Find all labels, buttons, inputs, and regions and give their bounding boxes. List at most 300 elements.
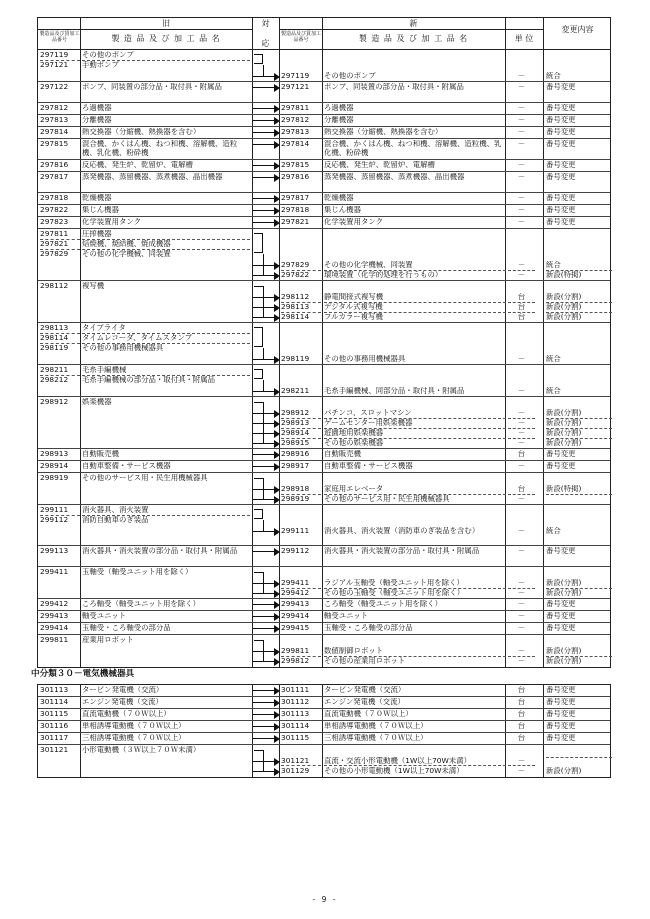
new-code: 298919 [281,495,310,503]
new-item-name: その他の小形電動機（1W以上70W未満） [324,766,464,775]
new-item-name: 反応機、発生炉、乾留炉、電解槽 [324,161,435,169]
header-old-code: 製造品及び賃加工品番号 [39,31,80,43]
correspondence-arrow-icon [253,195,280,203]
unit: － [517,161,526,169]
new-code: 298916 [281,450,310,458]
correspondence-arrow-icon [253,410,280,418]
split-bracket [263,520,264,531]
header-change: 変更内容 [561,25,594,34]
unit: 台 [517,733,526,742]
old-item-name: タービン発電機（交流） [82,685,164,694]
new-item-name: 環境装置（化学的処理を行うもの） [324,271,443,279]
new-item-name: ころ軸受（軸受ユニット用を除く） [324,600,442,608]
correspondence-arrow-icon [253,687,280,695]
header-new-code: 製造品及び賃加工品番号 [280,31,321,43]
change-type: 番号変更 [546,709,576,718]
change-type: 新設(分割) [546,589,582,597]
new-item-name: その他のサービス用・民生用機械器具 [324,495,450,503]
change-type: 番号変更 [546,206,576,214]
old-item-name: 集じん機器 [82,206,119,214]
new-item-name: 蒸発機器、蒸留機器、蒸煮機器、晶出機器 [324,173,465,181]
table-section-machinery [37,50,611,668]
new-code: 297829 [281,261,321,271]
old-item-name: ころ軸受（軸受ユニット用を除く） [82,600,200,608]
change-type: 新設(分割) [546,293,612,303]
new-item-name: ポンプ、同装置の部分品・取付具・附属品 [324,83,464,91]
unit: － [517,766,526,775]
old-code: 297813 [40,116,69,124]
old-item-name: 軸受ユニット [82,612,127,620]
old-code: 297823 [40,218,69,226]
old-item-name: 複写機 [82,282,105,290]
split-bracket [263,348,264,359]
change-type: 新設(分割) [546,419,612,429]
change-type: 新設(特掲) [546,485,612,495]
new-code: 299412 [281,589,310,597]
mid-category-heading: 中分類３０－電気機械器具 [31,669,135,679]
correspondence-arrow-icon [253,613,280,621]
unit: － [517,589,526,597]
change-type: 新設(分割) [546,579,612,589]
split-stub [254,750,263,751]
table-row [38,281,610,323]
new-code: 297811 [281,104,310,112]
split-bracket [263,572,264,593]
correspondence-arrow-icon [253,294,280,302]
unit: － [517,624,526,632]
table-row [38,323,610,365]
old-item-name: その他の化学機械、同装置 [82,250,171,258]
new-code: 298112 [281,293,321,303]
old-code: 299113 [40,547,69,555]
old-code: 297822 [40,206,69,214]
unit: － [517,600,526,608]
old-code: 298912 [40,398,69,406]
change-type: 統合 [546,387,561,395]
new-item-name: パチンコ、スロットマシン [324,409,506,419]
old-code: 298112 [40,282,69,290]
change-type: 番号変更 [546,140,576,148]
new-item-name: 家庭用エレベータ [324,485,506,495]
correspondence-arrow-icon [253,486,280,494]
new-code: 301115 [281,733,310,742]
change-type: 新設(分割) [546,647,612,657]
old-item-name: タイプライタ [82,324,250,334]
new-item-name: 混合機、かくはん機、ねつ和機、溶解機、造粒機、乳化機、粉砕機 [324,140,502,157]
change-type: 統合 [546,527,561,535]
table-row [38,139,610,160]
unit: － [517,527,526,535]
table-row [38,229,610,281]
new-code: 298114 [281,313,310,321]
correspondence-arrow-icon [253,73,280,81]
correspondence-arrow-icon [253,590,280,598]
change-type: 番号変更 [546,612,576,620]
change-type: 番号変更 [546,83,576,91]
comparison-table [31,17,611,778]
new-code: 298119 [281,355,310,363]
new-item-name: 自動車整備・サービス機器 [324,462,413,470]
split-bracket [263,254,264,275]
old-item-name: 反応機、発生炉、乾留炉、電解槽 [82,161,193,169]
table-row [38,546,610,567]
correspondence-arrow-icon [253,699,280,707]
old-code: 301117 [40,733,69,742]
unit: 台 [508,485,535,495]
change-type: 新設(分割) [546,409,612,419]
new-code: 297814 [281,140,310,148]
new-item-name: 熱交換器（分縮機、熱換器を含む） [324,128,443,136]
new-item-name: フルカラー複写機 [324,313,383,321]
change-type: 新設(分割) [546,429,612,439]
new-code: 297816 [281,173,310,181]
table-row [38,127,610,139]
correspondence-arrow-icon [253,580,280,588]
unit: － [508,419,535,429]
correspondence-arrow-icon [253,625,280,633]
merge-bracket [254,54,263,64]
table-row [38,685,610,697]
unit: － [508,579,535,589]
correspondence-arrow-icon [253,723,280,731]
table-row [38,449,610,461]
old-item-name: タイムレコーダ、タイムスタンプ [82,334,250,344]
old-code: 298113 [40,324,80,334]
unit: － [517,173,526,181]
new-item-name: 遊園地用娯楽機器 [324,429,506,439]
change-type: 番号変更 [546,128,576,136]
old-code: 301121 [40,745,69,754]
change-type: 番号変更 [546,600,576,608]
new-item-name: 静電間接式複写機 [324,293,506,303]
correspondence-arrow-icon [253,440,280,448]
change-type: 番号変更 [546,194,576,202]
table-row [38,217,610,229]
unit: 台 [517,709,526,718]
new-item-name: エンジン発電機（交流） [324,697,405,706]
old-item-name: 消防自動車のぎ装品 [82,516,149,524]
change-type: 番号変更 [546,173,576,181]
correspondence-arrow-icon [253,768,280,776]
correspondence-arrow-icon [253,711,280,719]
old-code: 298119 [40,344,69,352]
old-item-name: 自動販売機 [82,450,119,458]
change-type: 統合 [546,355,561,363]
new-code: 298917 [281,462,310,470]
unit: － [517,355,526,363]
unit: － [517,72,526,80]
change-type: 新設(分割) [546,657,582,665]
old-code: 299411 [40,568,69,576]
new-code: 297817 [281,194,310,202]
old-item-name: 玉軸受（軸受ユニット用を除く） [82,568,193,576]
new-item-name: 直流・交流小形電動機（1W以上70W未満） [324,757,506,767]
new-code: 297121 [281,83,310,91]
change-type: 新設(特掲) [546,271,582,279]
old-item-name: 熱交換器（分縮機、熱換器を含む） [82,128,201,136]
old-code: 297817 [40,173,69,181]
new-code: 298915 [281,439,310,447]
new-code: 301121 [281,757,321,767]
correspondence-arrow-icon [253,420,280,428]
correspondence-arrow-icon [253,219,280,227]
old-code: 297811 [40,230,80,240]
unit: － [517,194,526,202]
table-row [38,567,610,599]
table-section-electrical [37,684,611,778]
new-code: 301129 [281,766,310,775]
table-row [38,103,610,115]
change-type: 統合 [546,72,561,80]
new-item-name: 数値制御ロボット [324,647,506,657]
unit: 台 [517,721,526,730]
unit: 台 [508,293,535,303]
table-row [38,115,610,127]
table-row [38,733,610,745]
new-code: 299112 [281,547,310,555]
old-code: 297818 [40,194,69,202]
new-code: 298918 [281,485,321,495]
unit: 台 [517,450,526,458]
old-code: 298919 [40,474,69,482]
old-item-name: ポンプ、同装置の部分品・取付具・附属品 [82,83,222,91]
old-code: 299811 [40,636,69,644]
old-code: 299413 [40,612,69,620]
change-type: 新設(分割) [546,303,612,313]
table-row [38,50,610,82]
old-code: 297812 [40,104,69,112]
unit: － [517,387,526,395]
old-item-name: 三相誘導電動機（７０Ｗ以上） [82,733,186,742]
new-code: 297119 [281,72,310,80]
new-item-name: 化学装置用タンク [324,218,383,226]
correspondence-arrow-icon [253,548,280,556]
header-taio-1: 対 [261,19,270,28]
old-item-name: 蒸発機器、蒸留機器、蒸煮機器、晶出機器 [82,173,223,181]
correspondence-arrow-icon [253,314,280,322]
old-code: 297829 [40,250,69,258]
header-taio-2: 応 [261,39,270,48]
new-code: 299411 [281,579,321,589]
split-stub [254,286,263,287]
new-item-name: 玉軸受・ころ軸受の部分品 [324,624,413,632]
old-item-name: 毛糸手編機械の部分品・取付具・附属品 [82,376,216,384]
old-code: 299111 [40,506,80,516]
old-item-name: 産業用ロボット [82,636,134,644]
change-type: 番号変更 [546,161,576,169]
correspondence-arrow-icon [253,117,280,125]
unit: － [517,495,526,503]
table-row [38,611,610,623]
old-code: 297815 [40,140,69,148]
unit: 台 [517,313,526,321]
new-code: 297818 [281,206,310,214]
new-item-name: その他の娯楽機器 [324,439,384,447]
header-unit: 単 位 [514,34,534,43]
correspondence-arrow-icon [253,129,280,137]
unit: － [508,429,535,439]
new-item-name: 三相誘導電動機（７０Ｗ以上） [324,733,428,742]
split-bracket [263,750,264,771]
header-old-name: 製 造 品 及 び 加 工 品 名 [111,34,221,43]
old-item-name: その他のポンプ [82,51,250,61]
split-bracket [263,478,264,499]
old-code: 298913 [40,450,69,458]
new-item-name: 消火器具、消火装置（消防車のぎ装品を含む） [324,527,480,535]
new-item-name: 単相誘導電動機（７０Ｗ以上） [324,721,428,730]
old-code: 297119 [40,51,80,61]
new-item-name: 毛糸手編機械、同部分品・取付具・附属品 [324,387,465,395]
unit: － [517,218,526,226]
merge-bracket [254,509,263,519]
correspondence-arrow-icon [253,430,280,438]
split-bracket [263,380,264,391]
table-row [38,205,610,217]
unit: － [517,104,526,112]
new-code: 301114 [281,721,310,730]
old-item-name: 消火器具・消火装置の部分品・取付具・附属品 [82,547,238,555]
new-code: 301112 [281,697,310,706]
new-item-name: その他の化学機械、同装置 [324,261,506,271]
old-item-name: 乾燥機器 [82,194,112,202]
new-code: 297813 [281,128,310,136]
correspondence-arrow-icon [253,601,280,609]
old-code: 298211 [40,366,80,376]
table-row [38,193,610,205]
split-stub [254,478,263,479]
new-item-name: タービン発電機（交流） [324,685,406,694]
unit: － [508,757,535,767]
unit: － [517,439,526,447]
correspondence-arrow-icon [253,174,280,182]
old-item-name: 玉軸受・ころ軸受の部分品 [82,624,171,632]
new-code: 298113 [281,303,321,313]
unit: － [517,116,526,124]
unit: － [517,206,526,214]
new-item-name: ラジアル玉軸受（軸受ユニット用を除く） [324,579,506,589]
old-code: 298914 [40,462,69,470]
change-type: 番号変更 [546,116,576,124]
split-stub [254,640,263,641]
new-code: 301113 [281,709,310,718]
split-stub [254,572,263,573]
change-type: 番号変更 [546,218,576,226]
old-code: 299412 [40,600,69,608]
table-row [38,635,610,667]
change-type [546,757,612,758]
correspondence-arrow-icon [253,528,280,536]
correspondence-arrow-icon [253,758,280,766]
correspondence-arrow-icon [253,356,280,364]
merge-bracket [254,369,263,379]
header-new-name: 製 造 品 及 び 加 工 品 名 [358,34,469,43]
table-row [38,397,610,449]
correspondence-arrow-icon [253,84,280,92]
unit: － [517,657,526,665]
unit: － [517,140,526,148]
old-item-name: 娯楽機器 [82,398,112,406]
new-item-name: 消火器具・消火装置の部分品・取付具・附属品 [324,547,480,555]
change-type: 番号変更 [546,547,576,555]
correspondence-arrow-icon [253,451,280,459]
old-code: 299112 [40,516,69,524]
change-type: 番号変更 [546,697,576,706]
new-code: 298913 [281,419,321,429]
new-code: 298914 [281,429,321,439]
old-item-name: エンジン発電機（交流） [82,697,163,706]
table-row [38,745,610,777]
table-row [38,697,610,709]
old-item-name: 圧搾機器 [82,230,250,240]
old-item-name: 小形電動機（３Ｗ以上７０Ｗ未満） [82,745,201,754]
old-item-name: 直流電動機（７０Ｗ以上） [82,709,171,718]
correspondence-arrow-icon [253,388,280,396]
new-item-name: 自動販売機 [324,450,361,458]
table-row [38,461,610,473]
header-old: 旧 [162,19,170,28]
old-code: 301116 [40,721,69,730]
new-code: 299812 [281,657,310,665]
merge-bracket [254,233,263,253]
new-code: 297821 [281,218,310,226]
old-code: 297122 [40,83,69,91]
new-code: 297812 [281,116,310,124]
change-type: 番号変更 [546,450,576,458]
old-item-name: 消火器具、消火装置 [82,506,250,516]
change-type: 統合 [546,261,612,271]
old-item-name: 混合機、かくはん機、ねつ和機、溶解機、造粒機、乳化機、粉砕機 [82,140,238,157]
old-item-name: その他のサービス用・民生用機械器具 [82,474,208,482]
new-item-name: 軸受ユニット [324,612,369,620]
correspondence-arrow-icon [253,272,280,280]
correspondence-arrow-icon [253,496,280,504]
correspondence-arrow-icon [253,463,280,471]
old-item-name: 化学装置用タンク [82,218,141,226]
unit: － [517,128,526,136]
page-number: - 9 - [312,895,338,904]
new-code: 299414 [281,612,310,620]
change-type: 番号変更 [546,624,576,632]
correspondence-arrow-icon [253,648,280,656]
old-item-name: 毛糸手編機械 [82,366,250,376]
change-type: 番号変更 [546,462,576,470]
old-code: 297821 [40,240,80,250]
change-type: 番号変更 [546,685,576,694]
table-row [38,172,610,193]
unit: 台 [508,303,535,313]
table-row [38,365,610,397]
split-bracket [263,286,264,317]
new-code: 299111 [281,527,310,535]
unit: － [517,612,526,620]
change-type: 新設(分割) [546,439,582,447]
old-item-name: 分離機器 [82,116,112,124]
table-row [38,160,610,172]
new-code: 301111 [281,685,310,694]
new-code: 297815 [281,161,310,169]
old-code: 298212 [40,376,69,384]
correspondence-arrow-icon [253,105,280,113]
change-type: 新設(分割) [546,766,582,775]
new-item-name: 分離機器 [324,116,354,124]
split-bracket [263,640,264,661]
split-stub [254,402,263,403]
change-type: 番号変更 [546,104,576,112]
old-item-name: その他の事務用機械器具 [82,344,164,352]
correspondence-arrow-icon [253,141,280,149]
new-item-name: 集じん機器 [324,206,361,214]
new-item-name: その他の事務用機械器具 [324,355,406,363]
